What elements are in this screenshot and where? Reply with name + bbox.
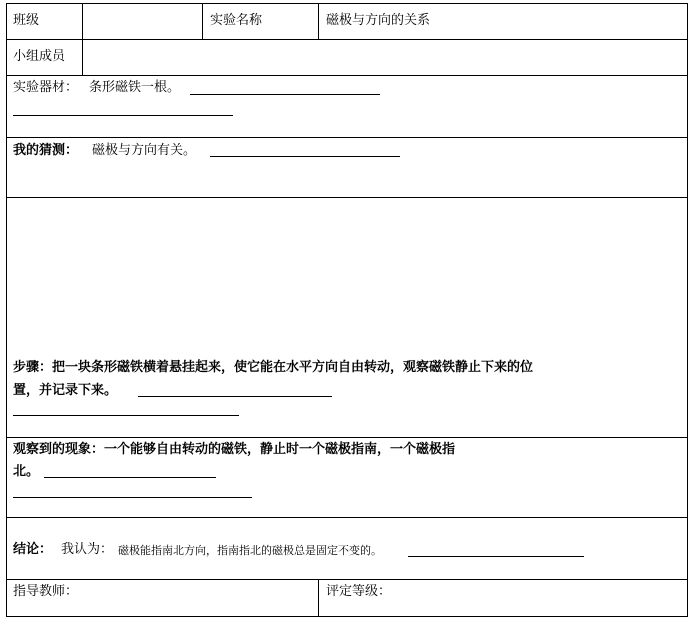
- guess-label: 我的猜测：: [13, 143, 79, 158]
- fill-line: [13, 497, 252, 498]
- divider: [82, 39, 83, 76]
- observation-text-2: 北。: [13, 464, 40, 479]
- steps-text-2: 置，并记录下来。: [13, 383, 118, 398]
- equipment-value: 条形磁铁一根。: [89, 80, 181, 95]
- grade-label: 评定等级：: [326, 584, 392, 599]
- teacher-label: 指导教师：: [13, 584, 79, 599]
- class-label: 班级: [13, 13, 40, 28]
- fill-line: [44, 477, 216, 478]
- fill-line: [190, 94, 380, 95]
- experiment-name-value: 磁极与方向的关系: [326, 13, 431, 28]
- conclusion-lead: 我认为：: [61, 542, 114, 557]
- fill-line: [13, 115, 233, 116]
- steps-text-1: 把一块条形磁铁横着悬挂起来，使它能在水平方向自由转动，观察磁铁静止下来的位: [52, 360, 534, 375]
- conclusion-label: 结论：: [13, 542, 53, 557]
- observation-label: 观察到的现象：: [13, 442, 105, 457]
- steps-line-1: [13, 359, 533, 377]
- experiment-name-label: 实验名称: [210, 13, 263, 28]
- fill-line: [210, 156, 400, 157]
- equipment-label: 实验器材：: [13, 80, 79, 95]
- class-input[interactable]: [84, 5, 200, 38]
- steps-label: 步骤：: [13, 360, 53, 375]
- divider: [82, 3, 83, 40]
- divider: [318, 3, 319, 40]
- observation-line-1: [13, 441, 455, 459]
- group-label: 小组成员: [13, 49, 66, 64]
- group-members-input[interactable]: [84, 41, 684, 74]
- steps-section: [6, 197, 688, 438]
- fill-line: [408, 556, 584, 557]
- guess-value: 磁极与方向有关。: [92, 143, 197, 158]
- divider: [318, 579, 319, 617]
- fill-line: [13, 415, 239, 416]
- observation-text-1: 一个能够自由转动的磁铁，静止时一个磁极指南，一个磁极指: [104, 442, 456, 457]
- fill-line: [138, 396, 332, 397]
- divider: [202, 3, 203, 40]
- conclusion-value: 磁极能指南北方向，指南指北的磁极总是固定不变的。: [118, 544, 382, 557]
